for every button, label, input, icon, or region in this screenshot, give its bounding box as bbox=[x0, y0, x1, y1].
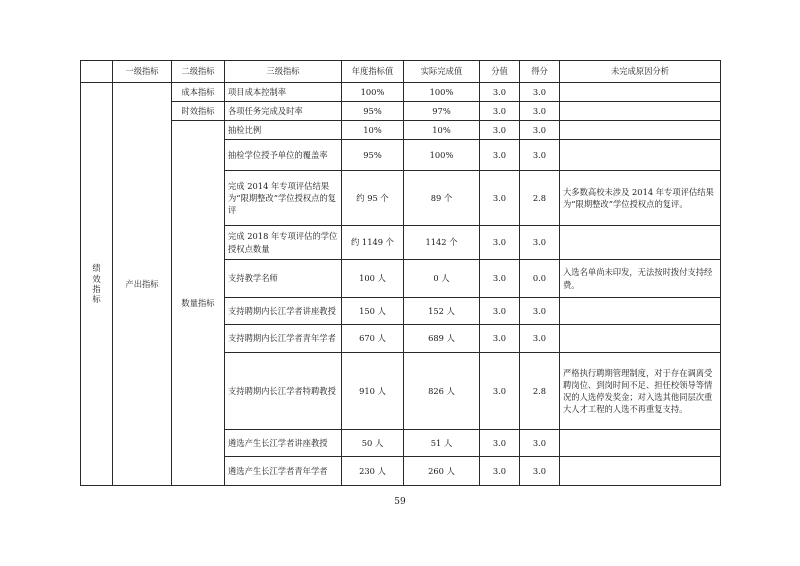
header-actual: 实际完成值 bbox=[404, 61, 480, 83]
score-cell: 3.0 bbox=[480, 171, 520, 226]
target-cell: 910 人 bbox=[342, 353, 404, 430]
got-cell: 3.0 bbox=[520, 102, 560, 121]
got-cell: 3.0 bbox=[520, 83, 560, 102]
actual-cell: 260 人 bbox=[404, 457, 480, 486]
indicator-cell: 项目成本控制率 bbox=[225, 83, 342, 102]
target-cell: 150 人 bbox=[342, 298, 404, 325]
page-number: 59 bbox=[394, 497, 406, 507]
score-cell: 3.0 bbox=[480, 83, 520, 102]
header-level3: 三级指标 bbox=[225, 61, 342, 83]
reason-cell bbox=[560, 83, 721, 102]
score-cell: 3.0 bbox=[480, 298, 520, 325]
actual-cell: 97% bbox=[404, 102, 480, 121]
target-cell: 670 人 bbox=[342, 325, 404, 353]
performance-indicator-label: 绩 效 指 标 bbox=[81, 83, 113, 486]
target-cell: 约 1149 个 bbox=[342, 226, 404, 260]
reason-cell: 入选名单尚未印发，无法按时拨付支持经费。 bbox=[560, 260, 721, 298]
got-cell: 3.0 bbox=[520, 430, 560, 457]
got-cell: 2.8 bbox=[520, 171, 560, 226]
reason-cell: 大多数高校未涉及 2014 年专项评估结果为“限期整改”学位授权点的复评。 bbox=[560, 171, 721, 226]
actual-cell: 1142 个 bbox=[404, 226, 480, 260]
score-cell: 3.0 bbox=[480, 102, 520, 121]
indicator-cell: 遴选产生长江学者青年学者 bbox=[225, 457, 342, 486]
header-got: 得分 bbox=[520, 61, 560, 83]
performance-table bbox=[80, 60, 721, 486]
reason-cell bbox=[560, 121, 721, 140]
level2-quantity: 数量指标 bbox=[172, 121, 225, 486]
actual-cell: 89 个 bbox=[404, 171, 480, 226]
reason-cell bbox=[560, 457, 721, 486]
reason-cell bbox=[560, 140, 721, 171]
got-cell: 2.8 bbox=[520, 353, 560, 430]
header-reason: 未完成原因分析 bbox=[560, 61, 721, 83]
actual-cell: 0 人 bbox=[404, 260, 480, 298]
got-cell: 3.0 bbox=[520, 121, 560, 140]
reason-cell bbox=[560, 325, 721, 353]
table-row bbox=[81, 102, 721, 121]
reason-cell bbox=[560, 102, 721, 121]
score-cell: 3.0 bbox=[480, 457, 520, 486]
actual-cell: 51 人 bbox=[404, 430, 480, 457]
reason-cell bbox=[560, 430, 721, 457]
score-cell: 3.0 bbox=[480, 325, 520, 353]
actual-cell: 826 人 bbox=[404, 353, 480, 430]
indicator-cell: 抽检学位授予单位的覆盖率 bbox=[225, 140, 342, 171]
got-cell: 3.0 bbox=[520, 226, 560, 260]
target-cell: 50 人 bbox=[342, 430, 404, 457]
header-level1: 一级指标 bbox=[113, 61, 172, 83]
header-score: 分值 bbox=[480, 61, 520, 83]
actual-cell: 100% bbox=[404, 83, 480, 102]
indicator-cell: 遴选产生长江学者讲座教授 bbox=[225, 430, 342, 457]
indicator-cell: 完成 2014 年专项评估结果为“限期整改”学位授权点的复评 bbox=[225, 171, 342, 226]
actual-cell: 10% bbox=[404, 121, 480, 140]
actual-cell: 689 人 bbox=[404, 325, 480, 353]
header-cell bbox=[81, 61, 113, 83]
table-row bbox=[81, 121, 721, 140]
level2-cost: 成本指标 bbox=[172, 83, 225, 102]
score-cell: 3.0 bbox=[480, 353, 520, 430]
target-cell: 100% bbox=[342, 83, 404, 102]
score-cell: 3.0 bbox=[480, 260, 520, 298]
table-row bbox=[81, 83, 721, 102]
indicator-cell: 支持聘期内长江学者青年学者 bbox=[225, 325, 342, 353]
level1-output: 产出指标 bbox=[113, 83, 172, 486]
got-cell: 3.0 bbox=[520, 298, 560, 325]
actual-cell: 152 人 bbox=[404, 298, 480, 325]
table-header-row bbox=[81, 61, 721, 83]
actual-cell: 100% bbox=[404, 140, 480, 171]
indicator-cell: 支持教学名师 bbox=[225, 260, 342, 298]
got-cell: 3.0 bbox=[520, 140, 560, 171]
target-cell: 230 人 bbox=[342, 457, 404, 486]
indicator-cell: 抽检比例 bbox=[225, 121, 342, 140]
reason-cell bbox=[560, 226, 721, 260]
indicator-cell: 支持聘期内长江学者讲座教授 bbox=[225, 298, 342, 325]
got-cell: 0.0 bbox=[520, 260, 560, 298]
score-cell: 3.0 bbox=[480, 140, 520, 171]
level2-time: 时效指标 bbox=[172, 102, 225, 121]
indicator-cell: 各项任务完成及时率 bbox=[225, 102, 342, 121]
target-cell: 95% bbox=[342, 140, 404, 171]
header-level2: 二级指标 bbox=[172, 61, 225, 83]
header-target: 年度指标值 bbox=[342, 61, 404, 83]
got-cell: 3.0 bbox=[520, 325, 560, 353]
got-cell: 3.0 bbox=[520, 457, 560, 486]
target-cell: 95% bbox=[342, 102, 404, 121]
target-cell: 10% bbox=[342, 121, 404, 140]
target-cell: 100 人 bbox=[342, 260, 404, 298]
score-cell: 3.0 bbox=[480, 226, 520, 260]
score-cell: 3.0 bbox=[480, 121, 520, 140]
indicator-cell: 完成 2018 年专项评估的学位授权点数量 bbox=[225, 226, 342, 260]
reason-cell bbox=[560, 298, 721, 325]
target-cell: 约 95 个 bbox=[342, 171, 404, 226]
score-cell: 3.0 bbox=[480, 430, 520, 457]
reason-cell: 严格执行聘期管理制度，对于存在调离受聘岗位、到岗时间不足、担任校领导等情况的人选停发奖金；对入选其他同层次重大人才工程的人选不再重复支持。 bbox=[560, 353, 721, 430]
indicator-cell: 支持聘期内长江学者特聘教授 bbox=[225, 353, 342, 430]
